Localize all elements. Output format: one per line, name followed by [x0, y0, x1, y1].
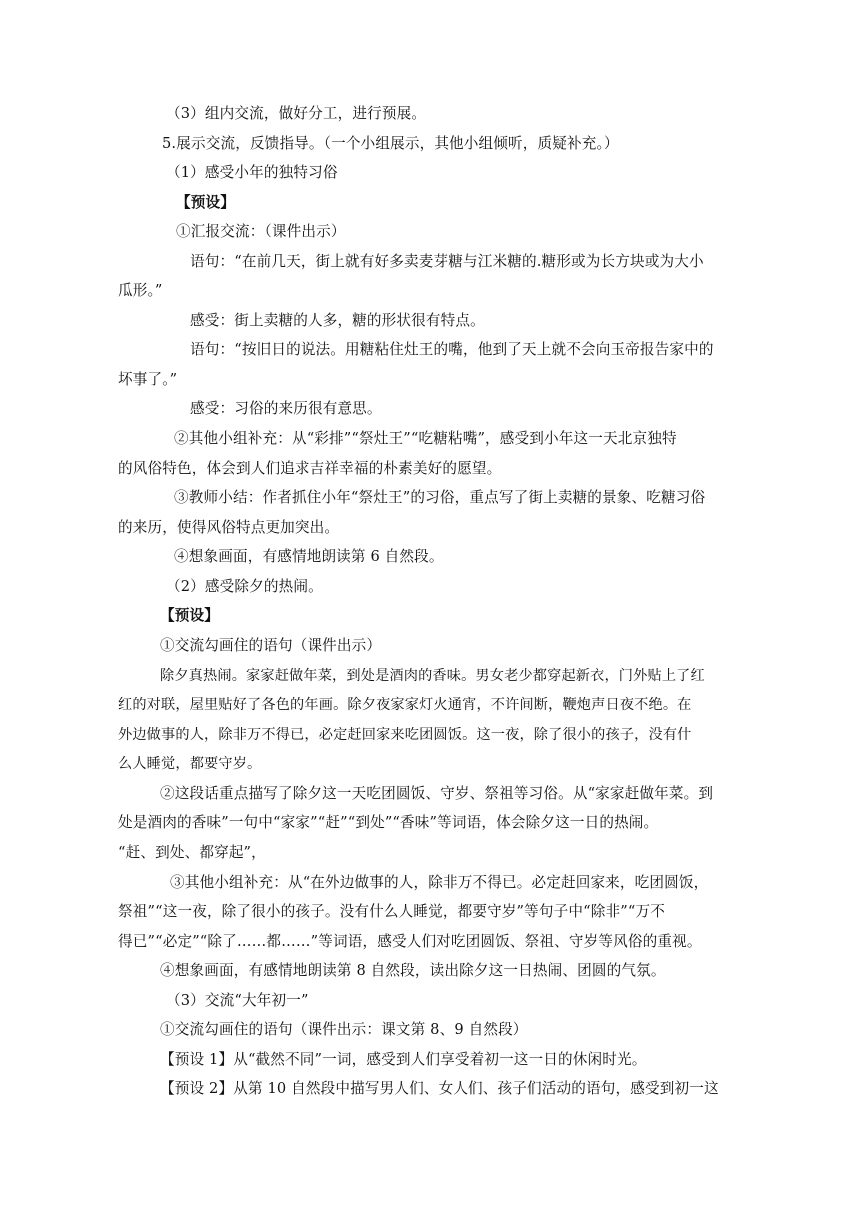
- quoted-passage-line: 红的对联，屋里贴好了各色的年画。除夕夜家家灯火通宵，不许间断，鞭炮声日夜不绝。在: [118, 697, 692, 713]
- text-line: ①交流勾画住的语句（课件出示：课文第 8、9 自然段）: [160, 1021, 528, 1038]
- text-line: （3）组内交流，做好分工，进行预展。: [166, 105, 427, 122]
- text-line: 语句：“按旧日的说法。用糖粘住灶王的嘴，他到了天上就不会向玉帝报告家中的: [190, 341, 714, 358]
- text-line: 【预设 2】从第 10 自然段中描写男人们、女人们、孩子们活动的语句，感受到初一这: [160, 1080, 719, 1097]
- text-line: ④想象画面，有感情地朗读第 8 自然段，读出除夕这一日热闹、团圆的气氛。: [160, 962, 666, 979]
- text-line: ③教师小结：作者抓住小年“祭灶王”的习俗，重点写了街上卖糖的景象、吃糖习俗: [174, 489, 706, 506]
- text-line: 的风俗特色，体会到人们追求吉祥幸福的朴素美好的愿望。: [118, 460, 502, 477]
- quoted-passage-line: 外边做事的人，除非万不得已，必定赶回家来吃团圆饭。这一夜，除了很小的孩子，没有什: [118, 727, 692, 743]
- text-line: 感受：习俗的来历很有意思。: [190, 400, 382, 417]
- text-line: 5.展示交流，反馈指导。（一个小组展示，其他小组倾听，质疑补充。）: [162, 135, 619, 152]
- quoted-passage-line: 除夕真热闹。家家赶做年菜，到处是酒肉的香味。男女老少都穿起新衣，门外贴上了红: [160, 668, 705, 684]
- text-line: ②其他小组补充：从“彩排”“祭灶王”“吃糖粘嘴”，感受到小年这一天北京独特: [174, 430, 677, 447]
- preset-heading: 【预设】: [176, 194, 235, 211]
- text-line: ④想象画面，有感情地朗读第 6 自然段。: [174, 548, 444, 565]
- quoted-passage-line: 么人睡觉，都要守岁。: [118, 756, 262, 772]
- text-line: 语句：“在前几天，街上就有好多卖麦芽糖与江米糖的.糖形或为长方块或为大小: [190, 253, 704, 270]
- text-line: （2）感受除夕的热闹。: [166, 578, 323, 595]
- text-line: 坏事了。”: [118, 371, 178, 388]
- text-line: 祭祖”“这一夜，除了很小的孩子。没有什么人睡觉，都要守岁”等句子中“除非”“万不: [118, 903, 665, 920]
- text-line: （1）感受小年的独特习俗: [166, 164, 338, 181]
- preset-heading: 【预设】: [160, 607, 219, 624]
- text-line: ①交流勾画住的语句（课件出示）: [160, 637, 382, 654]
- text-line: 【预设 1】从“截然不同”一词，感受到人们享受着初一这一日的休闲时光。: [160, 1051, 647, 1068]
- text-line: （3）交流“大年初一”: [166, 992, 309, 1009]
- text-line: 瓜形。”: [118, 282, 163, 299]
- text-line: ①汇报交流：（课件出示）: [176, 223, 346, 240]
- text-line: 感受：街上卖糖的人多，糖的形状很有特点。: [190, 312, 485, 329]
- text-line: ③其他小组补充：从“在外边做事的人，除非万不得已。必定赶回家来，吃团圆饭，: [170, 874, 709, 891]
- text-line: “赶、到处、都穿起”，: [118, 844, 266, 861]
- text-line: 得已”“必定”“除了……都……”等词语，感受人们对吃团圆饭、祭祖、守岁等风俗的重视。: [118, 933, 702, 950]
- text-line: 处是酒肉的香味”一句中“家家”“赶”“到处”“香味”等词语，体会除夕这一日的热闹。: [118, 814, 659, 831]
- text-line: ②这段话重点描写了除夕这一天吃团圆饭、守岁、祭祖等习俗。从“家家赶做年菜。到: [160, 785, 714, 802]
- text-line: 的来历，使得风俗特点更加突出。: [118, 519, 340, 536]
